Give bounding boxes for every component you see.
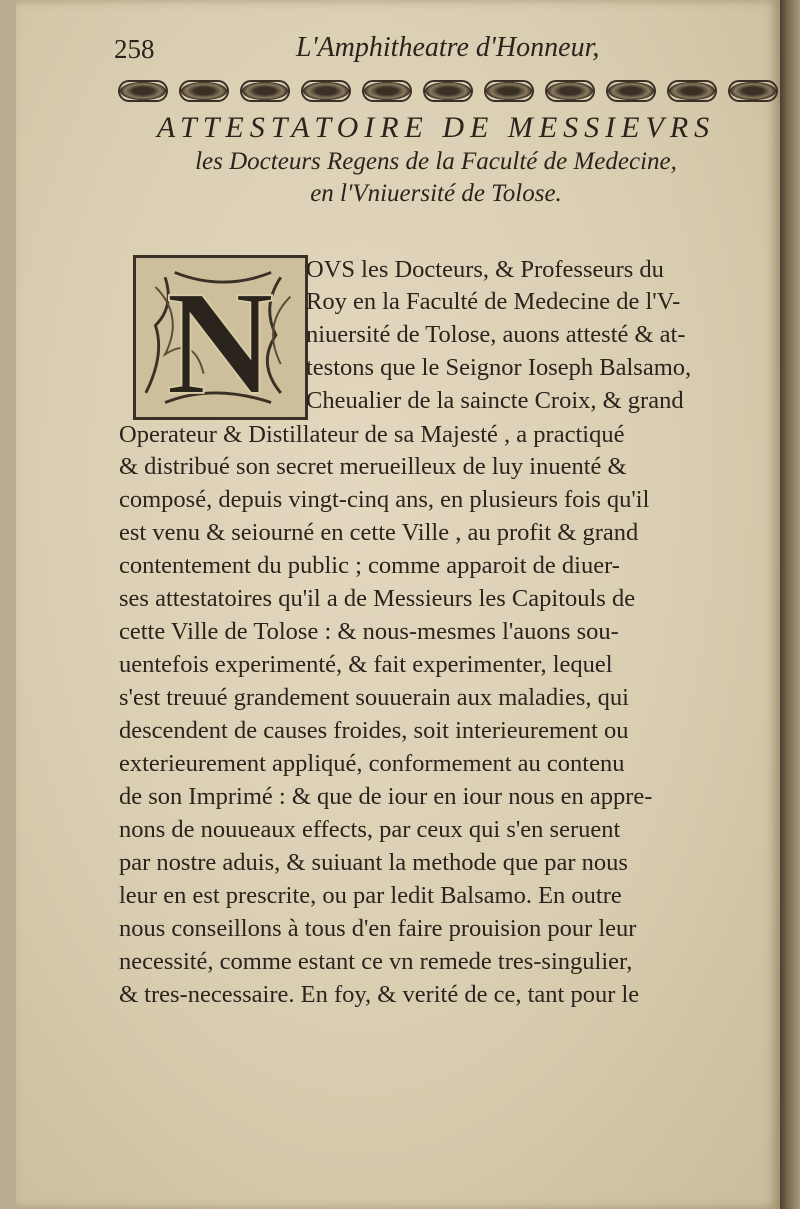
body-text-line: OVS les Docteurs, & Professeurs du <box>306 256 664 283</box>
svg-text:N: N <box>166 260 274 417</box>
body-text-line: niuersité de Tolose, auons attesté & at- <box>306 321 686 348</box>
body-text-line: Operateur & Distillateur de sa Majesté , a practiqué <box>119 421 625 448</box>
heading-subtitle-2: en l'Vniuersité de Tolose. <box>310 180 562 207</box>
running-title: L'Amphitheatre d'Honneur, <box>296 32 600 63</box>
document-body <box>16 0 780 1209</box>
body-text-line: ses attestatoires qu'il a de Messieurs les Capitouls de <box>119 585 636 612</box>
heading-subtitle: les Docteurs Regens de la Faculté de Medecine, <box>195 148 677 175</box>
body-text-line: Cheualier de la saincte Croix, & grand <box>306 387 684 414</box>
body-text-line: uentefois experimenté, & fait experimenter, lequel <box>119 651 613 678</box>
body-text-line: necessité, comme estant ce vn remede tres-singulier, <box>119 948 633 975</box>
body-text-line: Roy en la Faculté de Medecine de l'V- <box>306 288 681 315</box>
body-text-line: nons de nouueaux effects, par ceux qui s'en seruent <box>119 816 621 843</box>
heading-title: ATTESTATOIRE DE MESSIEVRS <box>156 111 716 144</box>
body-text-line: composé, depuis vingt-cinq ans, en plusieurs fois qu'il <box>119 486 650 513</box>
body-text-line: est venu & seiourné en cette Ville , au profit & grand <box>119 519 639 546</box>
body-text-line: descendent de causes froides, soit interieurement ou <box>119 717 629 744</box>
body-text-line: par nostre aduis, & suiuant la methode que par nous <box>119 849 628 876</box>
body-text-line: contentement du public ; comme apparoit de diuer- <box>119 552 620 579</box>
page-number: 258 <box>114 34 155 64</box>
book-page <box>16 0 780 1209</box>
body-text-line: cette Ville de Tolose : & nous-mesmes l'auons sou- <box>119 618 619 645</box>
body-text-line: leur en est prescrite, ou par ledit Balsamo. En outre <box>119 882 622 909</box>
body-text-line: nous conseillons à tous d'en faire prouision pour leur <box>119 915 637 942</box>
body-text-line: & distribué son secret merueilleux de luy inuenté & <box>119 453 627 480</box>
body-text-line: de son Imprimé : & que de iour en iour nous en appre- <box>119 783 653 810</box>
body-text-line: & tres-necessaire. En foy, & verité de ce, tant pour le <box>119 981 640 1008</box>
body-text-line: s'est treuué grandement souuerain aux maladies, qui <box>119 684 629 711</box>
body-text-line: exterieurement appliqué, conformement au contenu <box>119 750 625 777</box>
body-text-line: testons que le Seignor Ioseph Balsamo, <box>306 354 692 381</box>
